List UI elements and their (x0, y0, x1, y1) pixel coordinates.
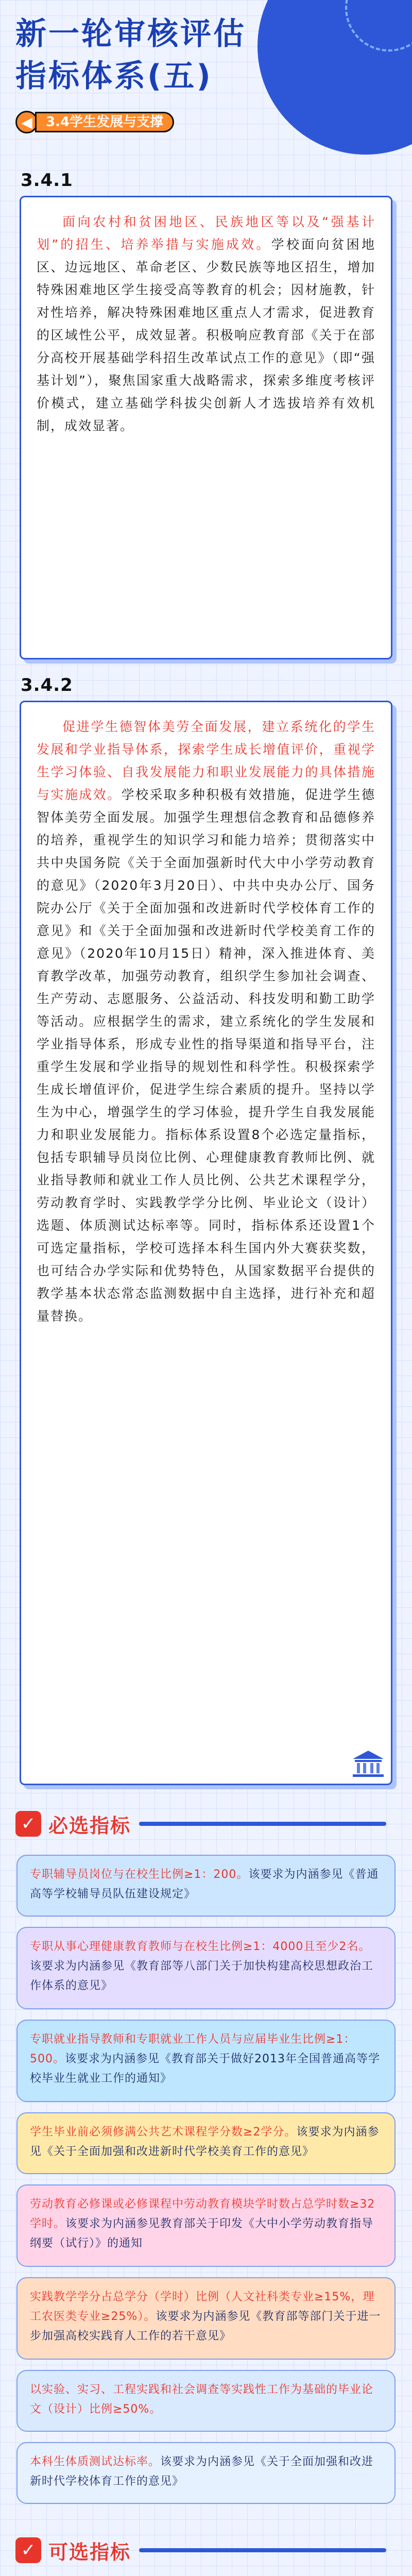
mandatory-item: 学生毕业前必须修满公共艺术课程学分数≥2学分。该要求为内涵参见《关于全面加强和改进新时代学校美育工作的意见》 (16, 2112, 396, 2174)
page-title-line2: 指标体系(五) (15, 58, 213, 94)
section-badge (15, 108, 174, 136)
building-icon (352, 1750, 385, 1777)
optional-header-bar (139, 2548, 386, 2552)
section-badge-label: 3.4学生发展与支撑 (35, 112, 174, 132)
mandatory-item: 专职辅导员岗位与在校生比例≥1：200。该要求为内涵参见《普通高等学校辅导员队伍建设规定》 (16, 1855, 396, 1917)
mandatory-item: 以实验、实习、工程实践和社会调查等实践性工作为基础的毕业论文（设计）比例≥50%。 (16, 2370, 396, 2432)
mandatory-item: 实践教学学分占总学分（学时）比例（人文社科类专业≥15%，理工农医类专业≥25%）。该要求为内涵参见《教育部等部门关于进一步加强高校实践育人工作的若干意见》 (16, 2277, 396, 2360)
check-icon: ✓ (15, 2537, 41, 2563)
check-icon: ✓ (15, 1811, 41, 1837)
section-number-342: 3.4.2 (21, 675, 73, 696)
section-341-body: 学校面向贫困地区、边远地区、革命老区、少数民族等地区招生，增加特殊困难地区学生接受高等教育的机会；因材施教，针对性培养，解决特殊困难地区重点人才需求，促进教育的区域性公平，成效显著。积极响应教育部《关于在部分高校开展基础学科招生改革试点工作的意见》（即“强基计划”），聚焦国家重大战略需求，探索多维度考核评价模式，建立基础学科拔尖创新人才选拔培养有效机制，成效显著。 (37, 237, 375, 433)
mandatory-item: 本科生体质测试达标率。该要求为内涵参见《关于全面加强和改进新时代学校体育工作的意见》 (16, 2442, 396, 2504)
optional-label: 可选指标 (48, 2540, 131, 2564)
mandatory-item: 专职就业指导教师和专职就业工作人员与应届毕业生比例≥1：500。该要求为内涵参见《教育部关于做好2013年全国普通高等学校毕业生就业工作的通知》 (16, 2020, 396, 2102)
section-342-lead: 促进学生德智体美劳全面发展，建立系统化的学生发展和学业指导体系，探索学生成长增值评价，重视学生学习体验、自我发展能力和职业发展能力的具体措施与实施成效。 (37, 719, 375, 802)
section-341-card (20, 196, 392, 659)
section-341-lead: 面向农村和贫困地区、民族地区等以及“强基计划”的招生、培养举措与实施成效。 (37, 214, 375, 252)
mandatory-label: 必选指标 (48, 1814, 131, 1837)
page-title-line1: 新一轮审核评估 (15, 16, 246, 52)
optional-header (15, 2535, 386, 2566)
mandatory-header-bar (139, 1822, 386, 1826)
mandatory-header (15, 1808, 386, 1839)
mandatory-item: 专职从事心理健康教育教师与在校生比例≥1：4000且至少2名。该要求为内涵参见《教育部等八部门关于加快构建高校思想政治工作体系的意见》 (16, 1927, 396, 2009)
section-342-card (20, 701, 392, 1785)
megaphone-icon: ◀ (15, 111, 38, 133)
section-342-body: 学校采取多种积极有效措施，促进学生德智体美劳全面发展。加强学生理想信念教育和品德修养的培养，重视学生的知识学习和能力培养；贯彻落实中共中央国务院《关于全面加强新时代大中小学劳动教育的意见》（2020年3月20日）、中共中央办公厅、国务院办公厅《关于全面加强和改进新时代学校体育工作的意见》和《关于全面加强和改进新时代学校美育工作的意见》（2020年10月15日）精神，深入推进体育、美育教学改革，加强劳动教育，组织学生参加社会调查、生产劳动、志愿服务、公益活动、科技发明和勤工助学等活动。应根据学生的需求，建立系统化的学生发展和学业指导体系，形成专业性的指导渠道和指导平台，注重学生发展和学业指导的规划性和科学性。积极探索学生成长增值评价，促进学生综合素质的提升。坚持以学生为中心，增强学生的学习体验，提升学生自我发展能力和职业发展能力。指标体系设置8个必选定量指标，包括专职辅导员岗位比例、心理健康教育教师比例、就业指导教师和就业工作人员比例、公共艺术课程学分，劳动教育学时、实践教学学分比例、毕业论文（设计）选题、体质测试达标率等。同时，指标体系还设置1个可选定量指标，学校可选择本科生国内外大赛获奖数，也可结合办学实际和优势特色，从国家数据平台提供的教学基本状态常态监测数据中自主选择，进行补充和超量替换。 (37, 787, 375, 1324)
mandatory-item: 劳动教育必修课或必修课程中劳动教育模块学时数占总学时数≥32学时。该要求为内涵参见教育部关于印发《大中小学劳动教育指导纲要（试行）》的通知 (16, 2184, 396, 2267)
section-number-341: 3.4.1 (21, 170, 73, 191)
